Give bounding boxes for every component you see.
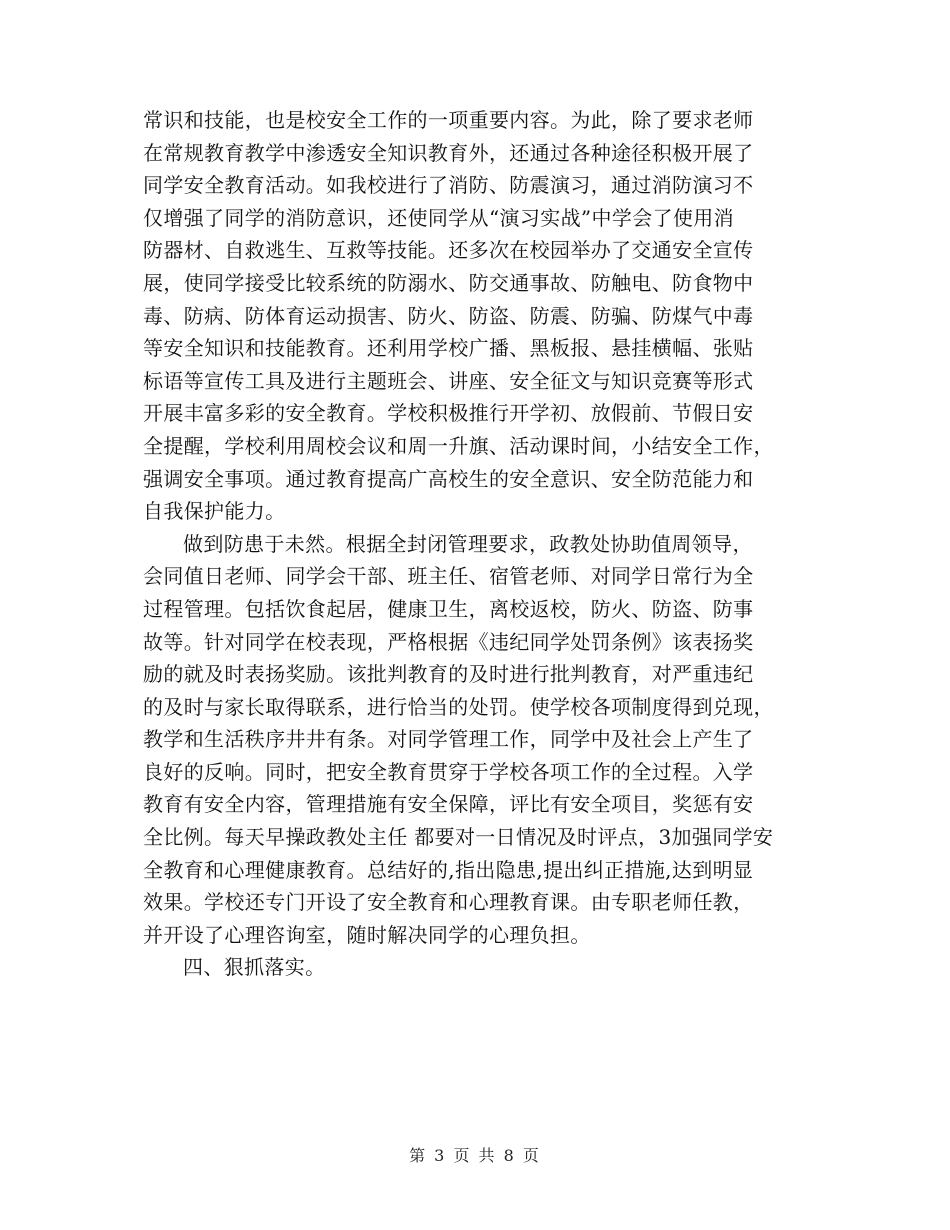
page-number-footer: 第 3 页 共 8 页 bbox=[409, 1146, 541, 1165]
text-line: 良好的反响。同时，把安全教育贯穿于学校各项工作的全过程。入学 bbox=[143, 759, 754, 784]
text-line: 等安全知识和技能教育。还利用学校广播、黑板报、悬挂横幅、张贴 bbox=[143, 336, 754, 361]
text-line: 标语等宣传工具及进行主题班会、讲座、安全征文与知识竞赛等形式 bbox=[143, 368, 754, 393]
text-line: 开展丰富多彩的安全教育。学校积极推行开学初、放假前、节假日安 bbox=[143, 401, 754, 426]
text-line: 效果。学校还专门开设了安全教育和心理教育课。由专职老师任教， bbox=[143, 890, 754, 915]
paragraph-start-line: 做到防患于未然。根据全封闭管理要求，政教处协助值周领导， bbox=[183, 531, 753, 556]
text-line: 并开设了心理咨询室，随时解决同学的心理负担。 bbox=[143, 922, 591, 947]
text-line: 自我保护能力。 bbox=[143, 499, 286, 524]
section-heading: 四、狠抓落实。 bbox=[183, 955, 326, 980]
text-line: 毒、防病、防体育运动损害、防火、防盗、防震、防骗、防煤气中毒 bbox=[143, 303, 754, 328]
text-line: 会同值日老师、同学会干部、班主任、宿管老师、对同学日常行为全 bbox=[143, 564, 754, 589]
text-line: 同学安全教育活动。如我校进行了消防、防震演习，通过消防演习不 bbox=[143, 173, 754, 198]
text-line: 全比例。每天早操政教处主任 都要对一日情况及时评点，3加强同学安 bbox=[143, 825, 774, 850]
text-line: 仅增强了同学的消防意识，还使同学从“演习实战”中学会了使用消 bbox=[143, 205, 734, 230]
text-line: 全提醒，学校利用周校会议和周一升旗、活动课时间，小结安全工作， bbox=[143, 433, 774, 458]
text-line: 全教育和心理健康教育。总结好的,指出隐患,提出纠正措施,达到明显 bbox=[143, 857, 754, 882]
text-line: 的及时与家长取得联系，进行恰当的处罚。使学校各项制度得到兑现， bbox=[143, 694, 774, 719]
text-line: 过程管理。包括饮食起居，健康卫生，离校返校，防火、防盗、防事 bbox=[143, 596, 754, 621]
text-line: 教育有安全内容，管理措施有安全保障，评比有安全项目，奖惩有安 bbox=[143, 792, 754, 817]
text-line: 常识和技能，也是校安全工作的一项重要内容。为此，除了要求老师 bbox=[143, 108, 754, 132]
text-line: 防器材、自救逃生、互救等技能。还多次在校园举办了交通安全宣传 bbox=[143, 238, 754, 263]
text-line: 强调安全事项。通过教育提高广高校生的安全意识、安全防范能力和 bbox=[143, 466, 754, 491]
text-line: 在常规教育教学中渗透安全知识教育外，还通过各种途径积极开展了 bbox=[143, 140, 754, 165]
text-line: 教学和生活秩序井井有条。对同学管理工作，同学中及社会上产生了 bbox=[143, 727, 754, 752]
text-line: 故等。针对同学在校表现，严格根据《违纪同学处罚条例》该表扬奖 bbox=[143, 629, 754, 654]
text-line: 展，使同学接受比较系统的防溺水、防交通事故、防触电、防食物中 bbox=[143, 270, 754, 295]
text-line: 励的就及时表扬奖励。该批判教育的及时进行批判教育，对严重违纪 bbox=[143, 662, 754, 687]
body-text bbox=[143, 104, 823, 984]
